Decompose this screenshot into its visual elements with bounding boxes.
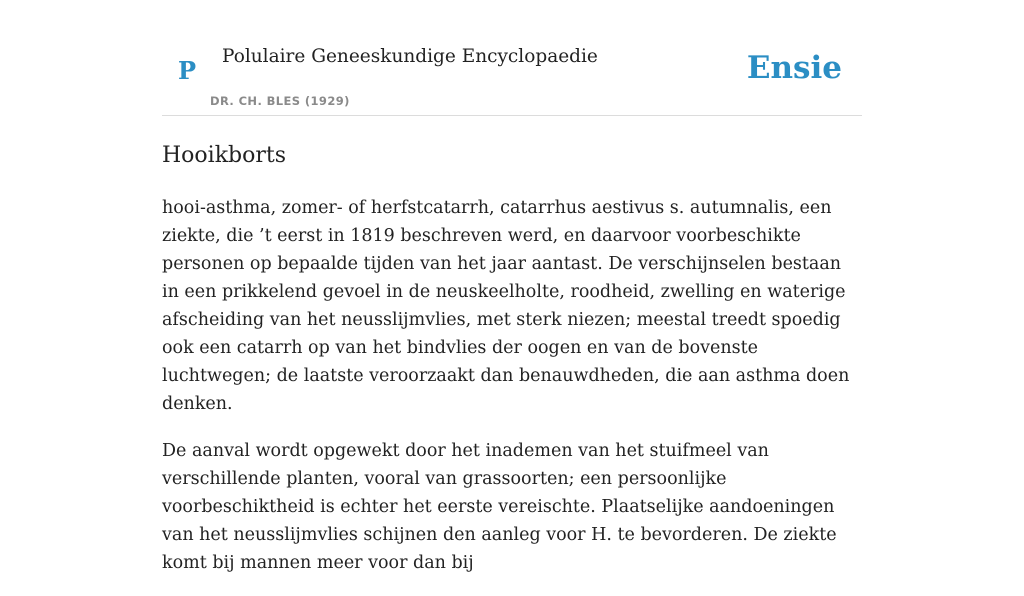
site-header — [162, 0, 862, 116]
article-body — [162, 194, 862, 577]
publication-author: DR. CH. BLES (1929) — [210, 94, 350, 108]
article-title: Hooikborts — [162, 143, 287, 168]
publication-logo[interactable]: P — [178, 56, 197, 85]
article-paragraph: hooi-asthma, zomer- of herfstcatarrh, catarrhus aestivus s. autumnalis, een ziekte, die ’t eerst in 1819 beschreven werd, en daarvoor voorbeschikte personen op bepaalde tijden van het jaar aantast. De verschijnselen bestaan in een prikkelend gevoel in de neuskeelholte, roodheid, zwelling en waterige afscheiding van het neusslijmvlies, met sterk niezen; meestal treedt spoedig ook een catarrh op van het bindvlies der oogen en van de bovenste luchtwegen; de laatste veroorzaakt dan benauwdheden, die aan asthma doen denken. — [162, 198, 850, 414]
publication-title-link[interactable]: Polulaire Geneeskundige Encyclopaedie — [222, 46, 598, 67]
article-paragraph: De aanval wordt opgewekt door het inademen van het stuifmeel van verschillende planten, vooral van grassoorten; een persoonlijke voorbeschiktheid is echter het eerste vereischte. Plaatselijke aandoeningen van het neusslijmvlies schijnen den aanleg voor H. te bevorderen. De ziekte komt bij mannen meer voor dan bij — [162, 441, 837, 573]
page — [162, 0, 862, 596]
brand-logo-link[interactable]: Ensie — [746, 50, 842, 86]
